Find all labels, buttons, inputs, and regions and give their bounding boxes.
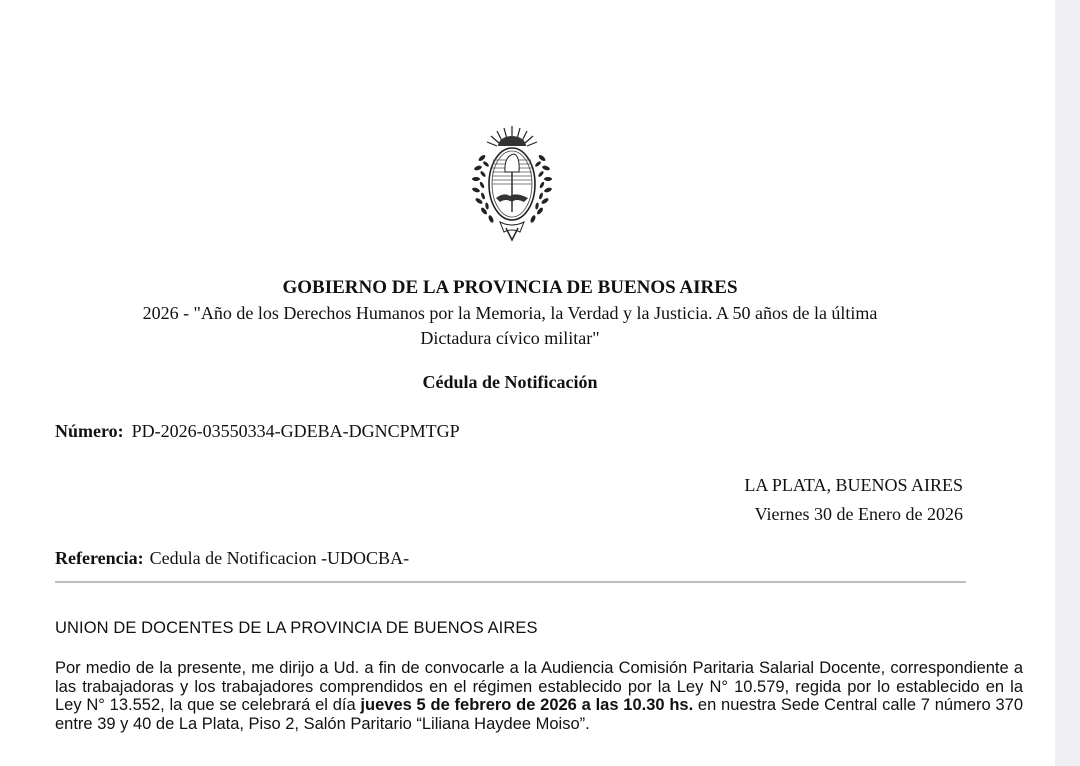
document-type-title: Cédula de Notificación (422, 372, 598, 392)
document-number (55, 421, 460, 442)
viewer-side-strip (1055, 0, 1080, 766)
motto-line-1: 2026 - "Año de los Derechos Humanos por la Memoria, la Verdad y la Justicia. A 50 años de la última (142, 303, 878, 323)
body-paragraph (55, 659, 1023, 733)
document-number-label: Número: (55, 421, 124, 441)
motto-line-2: Dictadura cívico militar" (420, 328, 600, 348)
divider (55, 581, 966, 583)
coat-of-arms-icon (470, 124, 554, 244)
reference-value: Cedula de Notificacion -UDOCBA- (149, 548, 410, 568)
place: LA PLATA, BUENOS AIRES (744, 475, 963, 495)
place-and-date (744, 471, 963, 529)
body-text-bold-date: jueves 5 de febrero de 2026 a las 10.30 hs. (360, 696, 694, 714)
date: Viernes 30 de Enero de 2026 (754, 504, 963, 524)
recipient: UNION DE DOCENTES DE LA PROVINCIA DE BUENOS AIRES (55, 619, 538, 637)
government-title: GOBIERNO DE LA PROVINCIA DE BUENOS AIRES (282, 277, 738, 298)
document-number-value: PD-2026-03550334-GDEBA-DGNCPMTGP (131, 421, 460, 441)
reference-label: Referencia: (55, 548, 144, 568)
reference (55, 548, 409, 569)
body-text-part-2: en nuestra Sede Central calle 7 número 370 entre 39 y 40 de La Plata, Piso 2, Salón Paritario “Liliana Haydee Moiso”. (55, 696, 1023, 733)
year-motto (60, 301, 960, 351)
body-text-part-1: Por medio de la presente, me dirijo a Ud. a fin de convocarle a la Audiencia Comisión Paritaria Salarial Docente, correspondiente a las trabajadoras y los trabajadores comprendidos en el régimen establecido por la Ley N° 10.579, regida por lo establecido en la Ley N° 13.552, la que se celebrará el día (55, 659, 1023, 714)
